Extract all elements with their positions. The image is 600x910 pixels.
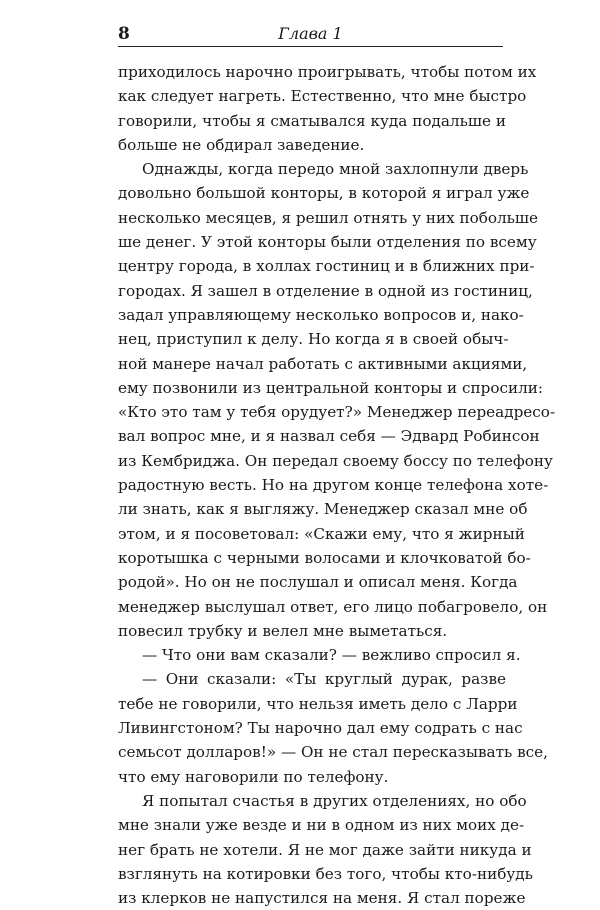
chapter-title: Глава 1 xyxy=(278,24,343,43)
text-line: семьсот долларов!» — Он не стал пересказывать все, xyxy=(118,743,548,762)
text-line: Я попытал счастья в других отделениях, но обо xyxy=(142,791,527,810)
page-number: 8 xyxy=(118,24,130,44)
text-line: из Кембриджа. Он передал своему боссу по телефону xyxy=(118,451,553,470)
text-line: мне знали уже везде и ни в одном из них моих де- xyxy=(118,816,525,835)
text-line: несколько месяцев, я решил отнять у них побольше xyxy=(118,208,539,227)
text-line: родой». Но он не послушал и описал меня. Когда xyxy=(118,573,518,592)
text-line: этом, и я посоветовал: «Скажи ему, что я жирный xyxy=(118,524,525,543)
text-line: взглянуть на котировки без того, чтобы кто-нибудь xyxy=(118,864,533,883)
text-line: ему позвонили из центральной конторы и спросили: xyxy=(118,378,543,397)
text-line: — Они сказали: «Ты круглый дурак, разве xyxy=(142,670,506,689)
text-line: вал вопрос мне, и я назвал себя — Эдвард Робинсон xyxy=(118,427,540,446)
text-line: больше не обдирал заведение. xyxy=(118,135,365,154)
text-line: городах. Я зашел в отделение в одной из гостиниц, xyxy=(118,281,533,300)
text-line: Ливингстоном? Ты нарочно дал ему содрать с нас xyxy=(118,719,523,738)
text-line: менеджер выслушал ответ, его лицо побагровело, он xyxy=(118,597,548,616)
text-line: ной манере начал работать с активными акциями, xyxy=(118,354,528,373)
text-line: из клерков не напустился на меня. Я стал пореже xyxy=(118,889,526,908)
text-line: тебе не говорили, что нельзя иметь дело с Ларри xyxy=(118,694,518,713)
text-line: как следует нагреть. Естественно, что мне быстро xyxy=(118,87,527,106)
text-line: ли знать, как я выгляжу. Менеджер сказал мне об xyxy=(118,500,528,519)
text-line: Однажды, когда передо мной захлопнули дверь xyxy=(142,160,529,179)
text-line: «Кто это там у тебя орудует?» Менеджер переадресо- xyxy=(118,403,556,422)
text-line: приходилось нарочно проигрывать, чтобы потом их xyxy=(118,63,537,81)
running-head xyxy=(118,24,503,47)
text-line: центру города, в холлах гостиниц и в ближних при- xyxy=(118,257,535,276)
text-line: довольно большой конторы, в которой я играл уже xyxy=(118,184,530,203)
text-line: радостную весть. Но на другом конце телефона хоте- xyxy=(118,476,549,495)
text-line: ше денег. У этой конторы были отделения по всему xyxy=(118,233,537,252)
text-line: коротышка с черными волосами и клочковатой бо- xyxy=(118,548,531,567)
text-line: — Что они вам сказали? — вежливо спросил я. xyxy=(142,646,521,665)
text-line: нец, приступил к делу. Но когда я в своей обыч- xyxy=(118,330,509,349)
text-body xyxy=(118,60,556,910)
text-line: задал управляющему несколько вопросов и, нако- xyxy=(118,305,524,324)
text-line: что ему наговорили по телефону. xyxy=(118,767,389,786)
text-line: говорили, чтобы я сматывался куда подальше и xyxy=(118,111,506,130)
text-line: нег брать не хотели. Я не мог даже зайти никуда и xyxy=(118,840,532,859)
text-line: повесил трубку и велел мне выметаться. xyxy=(118,621,448,640)
